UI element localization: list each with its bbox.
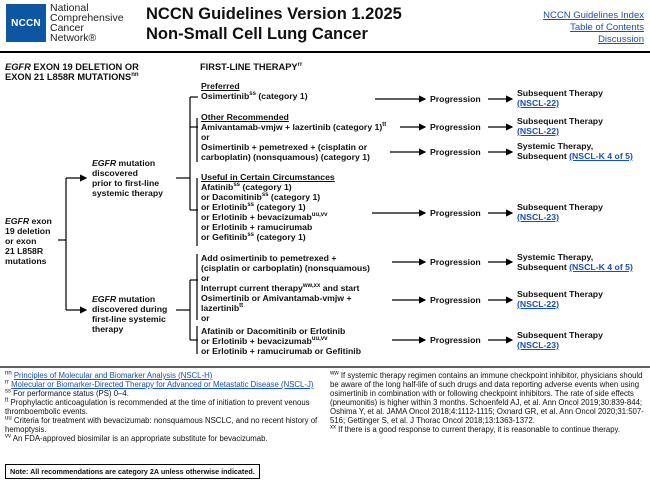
table-of-contents-link[interactable]: Table of Contents — [570, 22, 644, 33]
other-heading: Other Recommended — [201, 112, 289, 122]
useful-block — [201, 172, 335, 242]
preferred-block — [201, 81, 308, 101]
footnotes-right — [330, 371, 645, 434]
nscl-22-link[interactable]: (NSCL-22) — [517, 299, 559, 309]
node-text: mutation — [116, 294, 156, 304]
logo-line: Comprehensive — [50, 12, 124, 24]
or-text: or — [201, 313, 210, 323]
footnote-ref: ss — [261, 192, 269, 199]
regimen-text: or Dacomitinib — [201, 192, 262, 202]
guidelines-index-link[interactable]: NCCN Guidelines Index — [543, 10, 644, 21]
footnote-text: Prophylactic anticoagulation is recommended at the time of initiation to prevent venous thromboembolic events. — [5, 398, 310, 416]
footnote-ref: ss — [5, 388, 11, 395]
node-text: mutation — [116, 158, 156, 168]
node-text: discovered during — [92, 304, 168, 314]
footnote-ref: tt — [239, 303, 244, 310]
regimen-text: Osimertinib + pemetrexed + (cisplatin or — [201, 142, 368, 152]
footnote-text: An FDA-approved biosimilar is an appropriate substitute for bevacizumab. — [12, 434, 268, 443]
category-note: Note: All recommendations are category 2A unless otherwise indicated. — [5, 464, 260, 479]
node-text: or exon — [5, 236, 37, 246]
footnote-ref: xx — [330, 424, 336, 431]
progression-label: Progression — [430, 335, 481, 345]
regimen-text: Osimertinib or Amivantamab-vmjw + — [201, 293, 352, 303]
footnote-text: If there is a good response to current therapy, it is reasonable to continue therapy. — [338, 425, 621, 434]
regimen-text: or Erlotinib + bevacizumab — [201, 212, 312, 222]
outcome-text: Systemic Therapy, — [517, 252, 594, 262]
nscl-23-link[interactable]: (NSCL-23) — [517, 212, 559, 222]
logo-line: Network® — [50, 32, 97, 44]
footnote-ref: vv — [5, 433, 11, 440]
footnote-ref: nn — [131, 71, 139, 78]
outcome-text: Subsequent Therapy — [517, 289, 603, 299]
nscl-k-link[interactable]: (NSCL-K 4 of 5) — [569, 262, 633, 272]
egfr-label: EGFR — [92, 294, 117, 304]
header-text: EXON 19 DELETION OR — [30, 62, 139, 72]
footnote-ref: ww,xx — [302, 283, 321, 290]
egfr-label: EGFR — [5, 216, 30, 226]
progression-label: Progression — [430, 295, 481, 305]
outcome-text: Subsequent — [517, 151, 570, 161]
regimen-text: Add osimertinib to pemetrexed + — [201, 253, 337, 263]
regimen-text: (cisplatin or carboplatin) (nonsquamous) — [201, 263, 370, 273]
regimen-text: Afatinib — [201, 182, 234, 192]
footnote-ref: uu — [5, 415, 12, 422]
outcome-3 — [517, 141, 633, 161]
regimen-text: or Gefitinib — [201, 232, 248, 242]
footnote-ref: ss — [247, 202, 255, 209]
footnote-ref: ss — [249, 91, 256, 98]
footnote-ref: rr — [5, 379, 9, 386]
outcome-6 — [517, 289, 603, 309]
regimen-text: Osimertinib — [201, 91, 250, 101]
outcome-text: Subsequent Therapy — [517, 116, 603, 126]
node-text: exon — [29, 216, 52, 226]
regimen-text: and start — [320, 283, 360, 293]
branch-during — [92, 294, 167, 334]
root-node — [5, 216, 52, 266]
progression-label: Progression — [430, 122, 481, 132]
regimen-text: (category 1) — [254, 232, 306, 242]
other-recommended-block — [201, 112, 386, 162]
footnote-ref: tt — [5, 397, 9, 404]
footnotes-left — [5, 371, 323, 443]
node-text: 21 L858R — [5, 246, 44, 256]
regimen-text: (category 1) — [254, 202, 306, 212]
outcome-text: Subsequent — [517, 262, 570, 272]
progression-label: Progression — [430, 208, 481, 218]
egfr-label: EGFR — [92, 158, 117, 168]
footnote-ref: nn — [5, 370, 12, 377]
node-text: mutations — [5, 256, 47, 266]
progression-label: Progression — [430, 147, 481, 157]
or-text: or — [201, 132, 210, 142]
regimen-text: (category 1) — [268, 192, 321, 202]
during-therapy-block — [201, 253, 370, 356]
nccn-logo: NCCN — [6, 4, 46, 42]
node-text: prior to first-line — [92, 178, 160, 188]
footnote-text: Criteria for treatment with bevacizumab: nonsquamous NSCLC, and no recent history of hemoptysis. — [5, 416, 318, 434]
egfr-label: EGFR — [5, 62, 31, 72]
outcome-text: Subsequent Therapy — [517, 88, 603, 98]
progression-label: Progression — [430, 94, 481, 104]
nscl-k-link[interactable]: (NSCL-K 4 of 5) — [569, 151, 633, 161]
outcome-1 — [517, 88, 603, 108]
nscl-22-link[interactable]: (NSCL-22) — [517, 98, 559, 108]
node-text: systemic therapy — [92, 188, 163, 198]
regimen-text: (category 1) — [240, 182, 292, 192]
or-text: or — [201, 273, 210, 283]
nscl-22-link[interactable]: (NSCL-22) — [517, 126, 559, 136]
footnote-ref: ww — [330, 370, 339, 377]
logo-line: National — [50, 2, 89, 14]
discussion-link[interactable]: Discussion — [598, 34, 644, 45]
regimen-text: or Erlotinib + bevacizumab — [201, 336, 312, 346]
preferred-heading: Preferred — [201, 81, 240, 91]
outcome-4 — [517, 202, 603, 222]
logo-line: Cancer — [50, 22, 84, 34]
outcome-text: Subsequent Therapy — [517, 330, 603, 340]
footnote-text: If systemic therapy regimen contains an immune checkpoint inhibitor, physicians should be aware of the long half-life of such drugs and data reporting adverse events when using osimertinib in combination with or following checkpoint inhibitors. The rate of side effects (pneumonitis) is higher within 3 months. Schoenfeld AJ, et al. Ann Oncol 2019;30:839-844; Oshima Y, et al. JAMA Oncol 2018;4:1112-1115; Oxnard GR, et al. Ann Oncol 2020;31:507-516; Gettinger S, et al. J Thorac Oncol 2018;13:1363-1372. — [330, 371, 644, 425]
node-text: discovered — [92, 168, 138, 178]
regimen-text: or Erlotinib + ramucirumab — [201, 222, 313, 232]
branch-prior — [92, 158, 163, 198]
useful-heading: Useful in Certain Circumstances — [201, 172, 335, 182]
node-text: first-line systemic — [92, 314, 166, 324]
outcome-5 — [517, 252, 633, 272]
footnote-ref: uu,vv — [311, 212, 328, 219]
footnote-ref: uu,vv — [311, 336, 328, 343]
regimen-text: lazertinib — [201, 303, 240, 313]
outcome-2 — [517, 116, 603, 136]
regimen-text: or Erlotinib + ramucirumab or Gefitinib — [201, 346, 362, 356]
outcome-text: Systemic Therapy, — [517, 141, 594, 151]
progression-label: Progression — [430, 257, 481, 267]
regimen-text: Interrupt current therapy — [201, 283, 303, 293]
nscl-j-link[interactable]: Molecular or Biomarker-Directed Therapy for Advanced or Metastatic Disease (NSCL-J) — [11, 380, 314, 389]
title-line-2: Non-Small Cell Lung Cancer — [146, 25, 368, 43]
outcome-7 — [517, 330, 603, 350]
node-text: 19 deletion — [5, 226, 51, 236]
footnote-text: For performance status (PS) 0–4. — [13, 389, 129, 398]
regimen-text: (category 1) — [255, 91, 308, 101]
regimen-text: carboplatin) (nonsquamous) (category 1) — [201, 152, 370, 162]
title-line-1: NCCN Guidelines Version 1.2025 — [146, 5, 402, 23]
regimen-text: or Erlotinib — [201, 202, 248, 212]
header-text: FIRST-LINE THERAPY — [200, 62, 298, 72]
outcome-text: Subsequent Therapy — [517, 202, 603, 212]
footnote-ref: ss — [233, 182, 241, 189]
regimen-text: Amivantamab-vmjw + lazertinib (category 1) — [201, 122, 383, 132]
header-text: EXON 21 L858R MUTATIONS — [5, 72, 132, 82]
footnote-ref: rr — [297, 61, 303, 68]
nscl-23-link[interactable]: (NSCL-23) — [517, 340, 559, 350]
nscl-h-link[interactable]: Principles of Molecular and Biomarker Analysis (NSCL-H) — [13, 371, 213, 380]
node-text: therapy — [92, 324, 124, 334]
regimen-text: Afatinib or Dacomitinib or Erlotinib — [201, 326, 346, 336]
footnote-ref: ss — [247, 232, 255, 239]
footnote-ref: tt — [382, 122, 387, 129]
